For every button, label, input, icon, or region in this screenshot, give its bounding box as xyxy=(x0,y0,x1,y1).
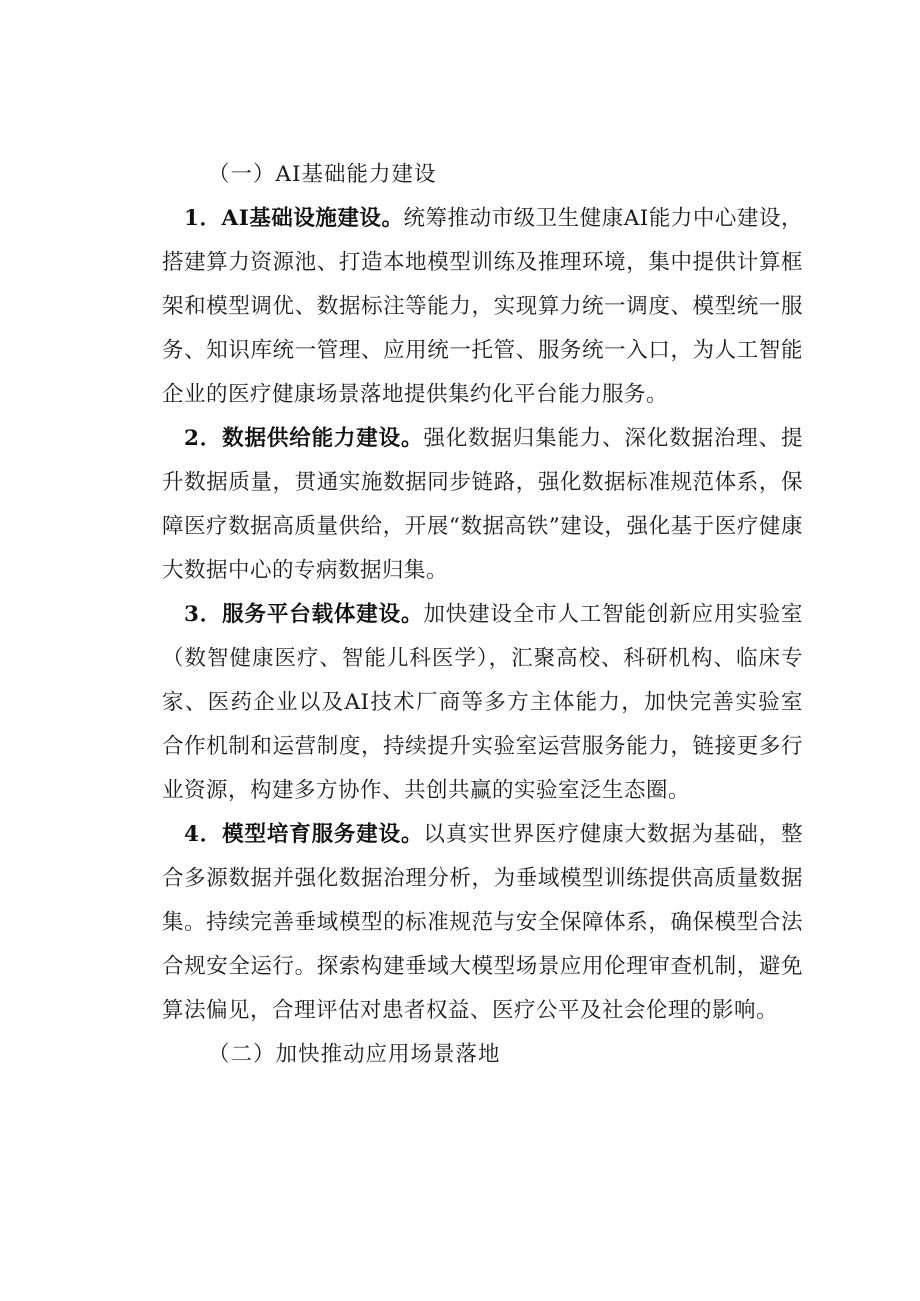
paragraph-lead: 4．模型培育服务建设。 xyxy=(184,822,424,847)
paragraph-data-supply xyxy=(162,417,803,593)
section-heading-application-scenarios: （二）加快推动应用场景落地 xyxy=(208,1042,501,1067)
paragraph-infrastructure xyxy=(162,197,803,417)
paragraph-text: 统筹推动市级卫生健康AI能力中心建设，搭建算力资源池、打造本地模型训练及推理环境，集中提供计算框架和模型调优、数据标注等能力，实现算力统一调度、模型统一服务、知识库统一管理、应用统一托管、服务统一入口，为人工智能企业的医疗健康场景落地提供集约化平台能力服务。 xyxy=(162,206,803,407)
paragraph-text: 加快建设全市人工智能创新应用实验室（数智健康医疗、智能儿科医学），汇聚高校、科研机构、临床专家、医药企业以及AI技术厂商等多方主体能力，加快完善实验室合作机制和运营制度，持续提升实验室运营服务能力，链接更多行业资源，构建多方协作、共创共赢的实验室泛生态圈。 xyxy=(162,602,803,803)
paragraph-text: 以真实世界医疗健康大数据为基础，整合多源数据并强化数据治理分析，为垂域模型训练提供高质量数据集。持续完善垂域模型的标准规范与安全保障体系，确保模型合法合规安全运行。探索构建垂域大模型场景应用伦理审查机制，避免算法偏见，合理评估对患者权益、医疗公平及社会伦理的影响。 xyxy=(162,822,803,1023)
paragraph-lead: 3．服务平台载体建设。 xyxy=(184,602,424,627)
paragraph-lead: 1．AI基础设施建设。 xyxy=(184,206,404,231)
paragraph-model-cultivation xyxy=(162,813,803,1033)
paragraph-text: 强化数据归集能力、深化数据治理、提升数据质量，贯通实施数据同步链路，强化数据标准规范体系，保障医疗数据高质量供给，开展“数据高铁”建设，强化基于医疗健康大数据中心的专病数据归集。 xyxy=(162,426,803,583)
section-heading-ai-foundation: （一）AI基础能力建设 xyxy=(208,162,437,187)
paragraph-service-platform xyxy=(162,593,803,813)
paragraph-lead: 2．数据供给能力建设。 xyxy=(184,426,424,451)
